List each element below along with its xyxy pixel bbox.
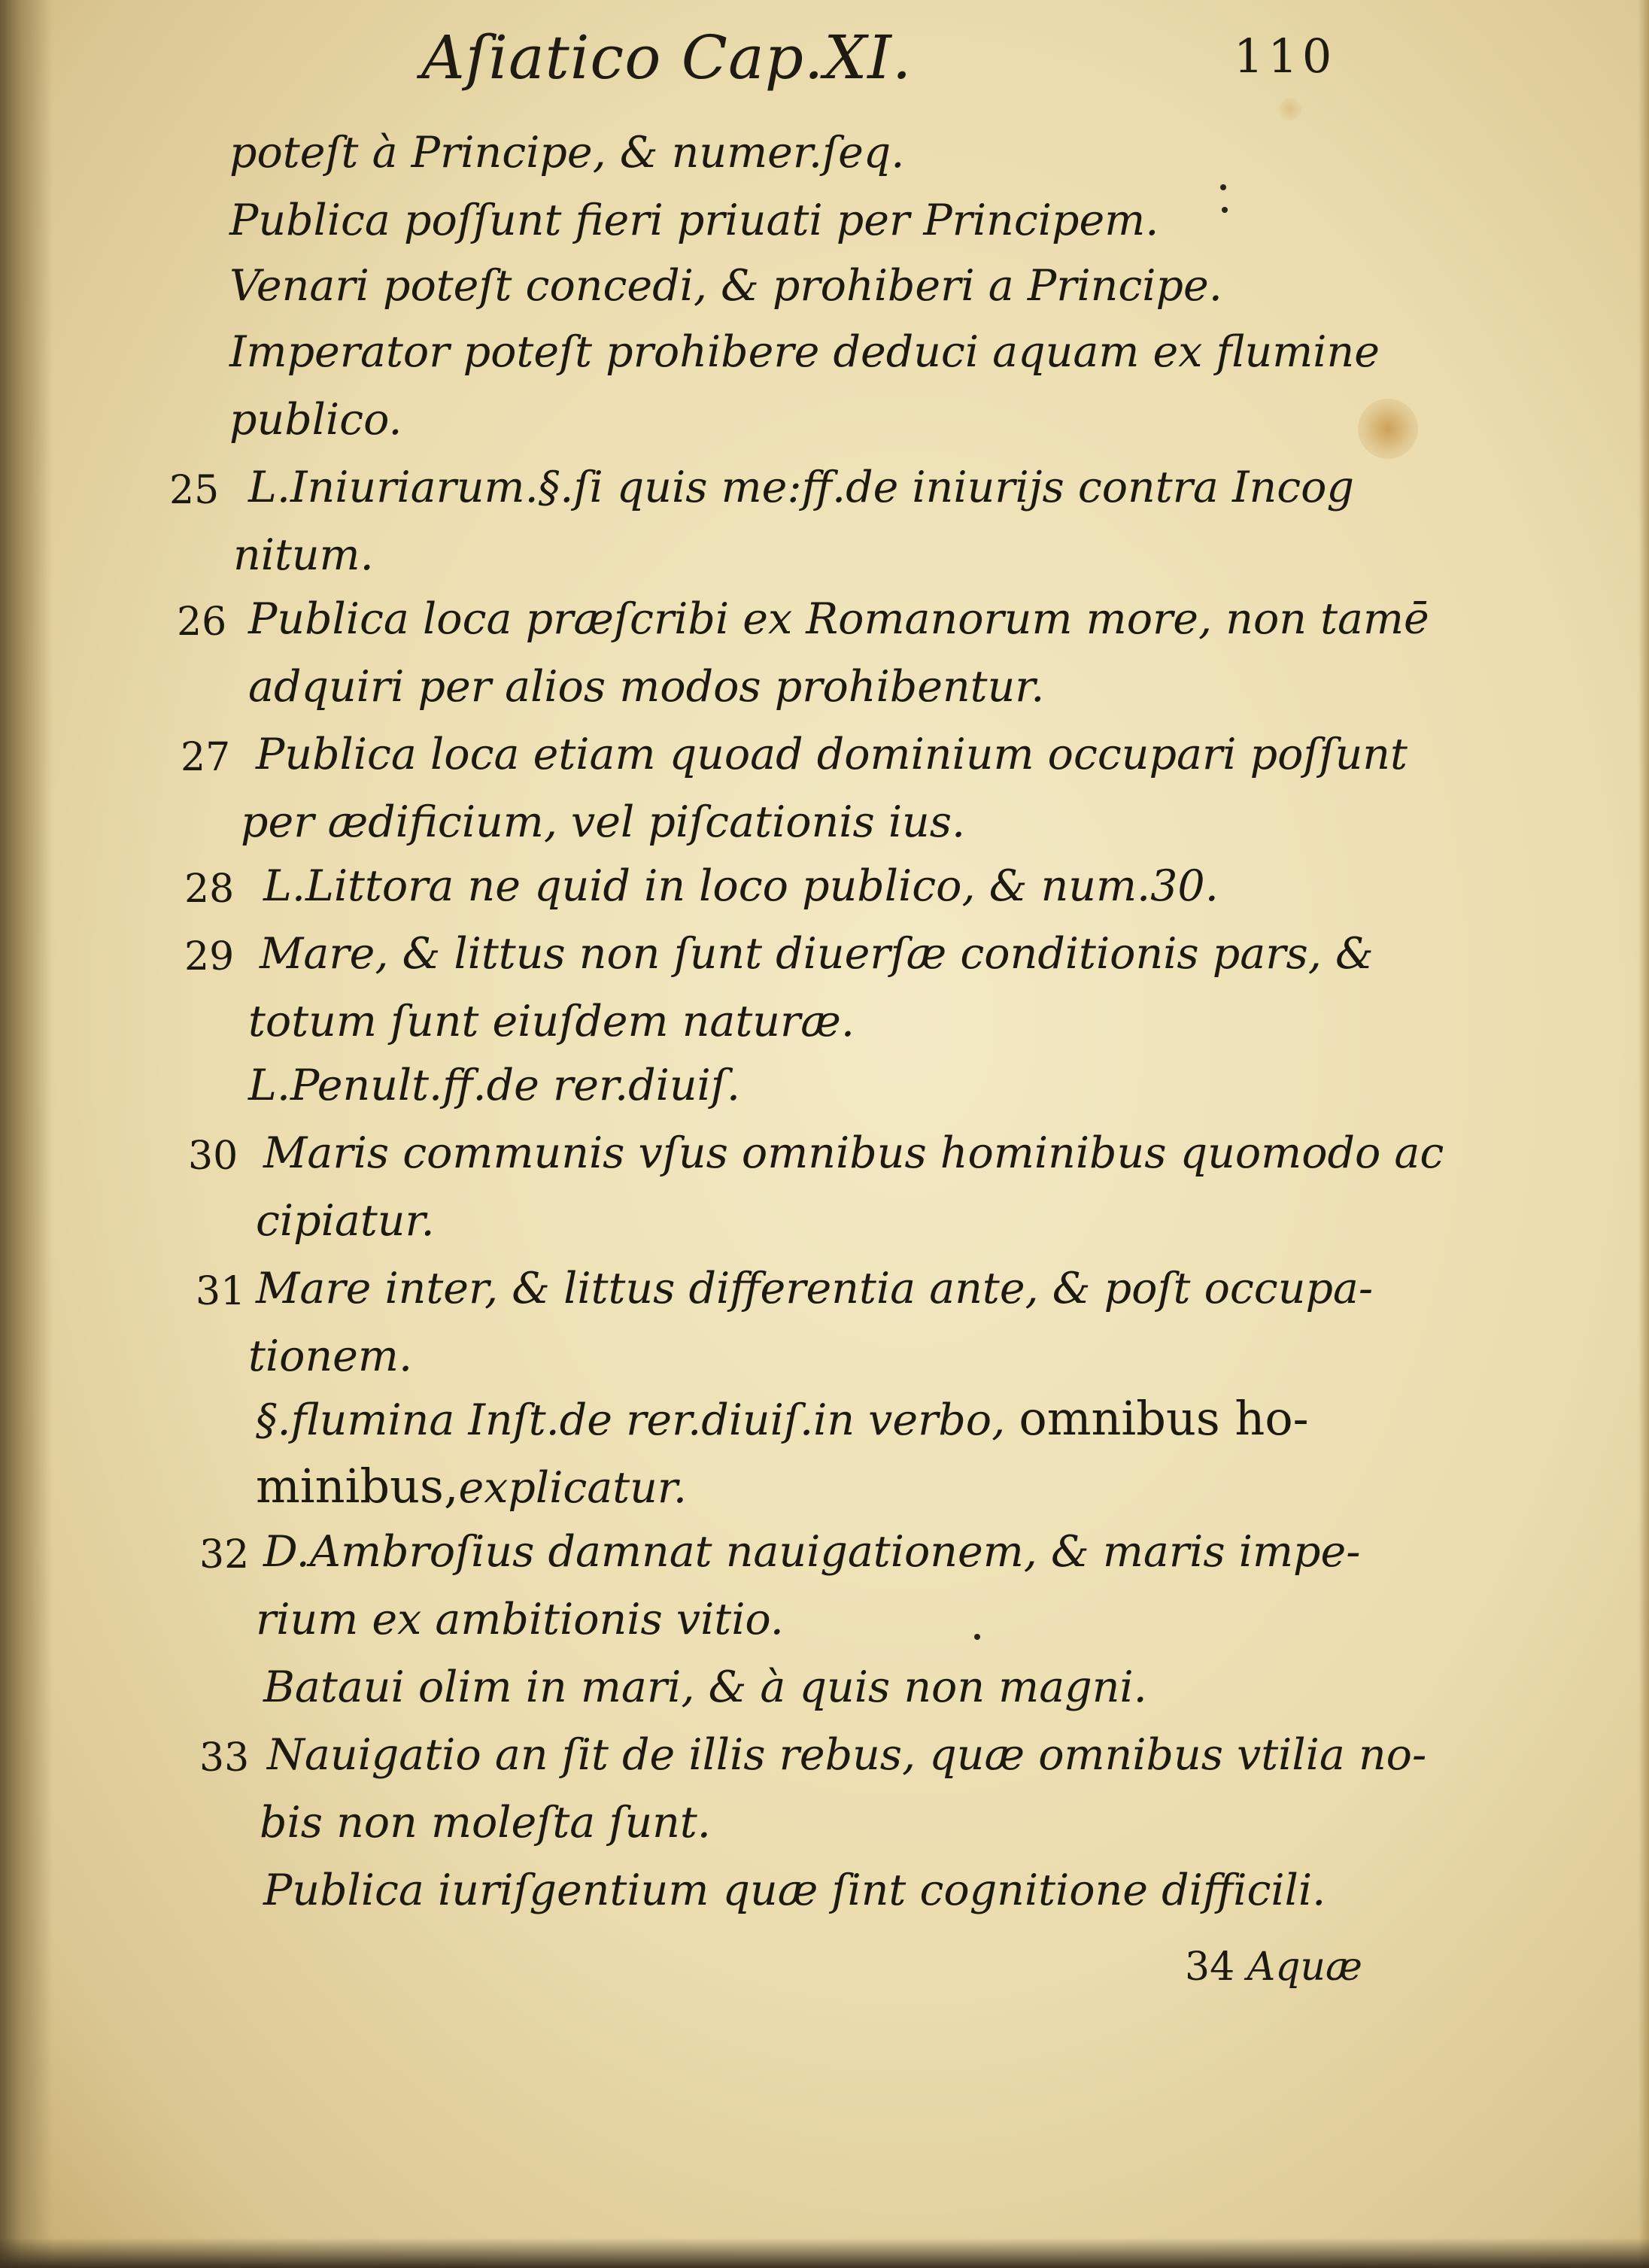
line-text: Publica iuriſgentium quæ ſint cognitione difficili. [263, 1866, 1326, 1915]
line-text: Bataui olim in mari, & à quis non magni. [263, 1662, 1147, 1712]
line-text: rium ex ambitionis vitio. [256, 1595, 784, 1644]
foxing-stain [1358, 399, 1418, 459]
text-line [256, 1264, 1374, 1313]
line-text: Publica poſſunt fieri priuati per Principem. [229, 196, 1159, 245]
line-text: L.Penult.ff.de rer.diuiſ. [248, 1061, 740, 1110]
text-line [256, 1196, 435, 1246]
line-text: poteſt à Principe, & numer.ſeq. [229, 128, 905, 178]
line-text: totum ſunt eiuſdem naturæ. [248, 997, 855, 1046]
catchword-word: Aquæ [1247, 1945, 1362, 1990]
entry-number: 33 [199, 1735, 250, 1781]
line-text: per ædificium, vel piſcationis ius. [241, 797, 966, 847]
text-line [229, 395, 402, 445]
line-text: Mare inter, & littus differentia ante, & poſt occupa- [256, 1264, 1374, 1313]
entry-number: 29 [184, 934, 235, 979]
text-line [263, 1662, 1147, 1712]
entry-number: 26 [177, 600, 227, 645]
gutter-shadow [0, 0, 53, 2268]
text-line [229, 128, 905, 178]
text-line [248, 1061, 740, 1110]
line-text: Mare, & littus non ſunt diuerſæ conditionis pars, & [260, 929, 1374, 979]
entry-number: 30 [188, 1134, 238, 1179]
text-line [256, 1595, 784, 1644]
line-text: Publica loca præſcribi ex Romanorum more, non tamē [248, 594, 1429, 644]
line-text: adquiri per alios modos prohibentur. [248, 662, 1045, 712]
line-text: L.Iniuriarum.§.ſi quis me:ff.de iniurijs contra Incog [248, 463, 1354, 512]
ink-dot [1222, 207, 1228, 213]
entry-number: 31 [196, 1269, 246, 1314]
text-line [229, 327, 1380, 377]
text-line [233, 530, 374, 580]
running-head: Aſiatico Cap.XI. [421, 23, 913, 93]
line-text: §.flumina Inſt.de rer.diuiſ.in verbo, [256, 1395, 1006, 1445]
foxing-stain [1279, 98, 1301, 120]
text-line [248, 997, 855, 1046]
text-line [248, 1331, 413, 1381]
text-line [256, 1459, 687, 1514]
entry-number: 27 [181, 735, 231, 780]
text-line [229, 196, 1159, 245]
line-text: Maris communis vſus omnibus hominibus quomodo ac [263, 1128, 1444, 1178]
text-line [260, 1798, 711, 1847]
text-line [263, 861, 1219, 911]
line-text: D.Ambroſius damnat nauigationem, & maris impe- [263, 1527, 1361, 1577]
line-text: Imperator poteſt prohibere deduci aquam ex flumine [229, 327, 1380, 377]
line-text-roman: minibus, [256, 1459, 459, 1514]
text-line [267, 1730, 1427, 1780]
text-line [263, 1128, 1444, 1178]
line-text: Publica loca etiam quoad dominium occupari poſſunt [256, 730, 1408, 779]
text-line [248, 594, 1429, 644]
page-number: 110 [1234, 29, 1337, 83]
text-line [248, 662, 1045, 712]
line-text: L.Littora ne quid in loco publico, & num.30. [263, 861, 1219, 911]
text-line [256, 1391, 1309, 1446]
text-line [260, 929, 1374, 979]
line-text: publico. [229, 395, 402, 445]
entry-number: 25 [169, 468, 220, 513]
line-text: bis non moleſta ſunt. [260, 1798, 711, 1847]
ink-dot [974, 1634, 980, 1640]
line-text: cipiatur. [256, 1196, 435, 1246]
entry-number: 32 [199, 1532, 250, 1577]
catchword-number: 34 [1185, 1945, 1235, 1990]
text-line [263, 1527, 1361, 1577]
line-text: explicatur. [458, 1463, 687, 1513]
line-text: Venari poteſt concedi, & prohiberi a Principe. [229, 261, 1222, 311]
entry-number: 28 [184, 867, 235, 912]
line-text: tionem. [248, 1331, 413, 1381]
text-line [256, 730, 1408, 779]
text-line [229, 261, 1222, 311]
line-text-roman: omnibus ho- [1019, 1391, 1309, 1446]
line-text: Nauigatio an ſit de illis rebus, quæ omnibus vtilia no- [267, 1730, 1427, 1780]
text-line [248, 463, 1354, 512]
line-text: nitum. [233, 530, 374, 580]
text-line [263, 1866, 1326, 1915]
bottom-shadow [0, 2238, 1649, 2268]
page-edge [1638, 0, 1649, 2268]
text-line [241, 797, 966, 847]
ink-dot [1220, 184, 1226, 190]
catchword [1185, 1945, 1362, 1990]
